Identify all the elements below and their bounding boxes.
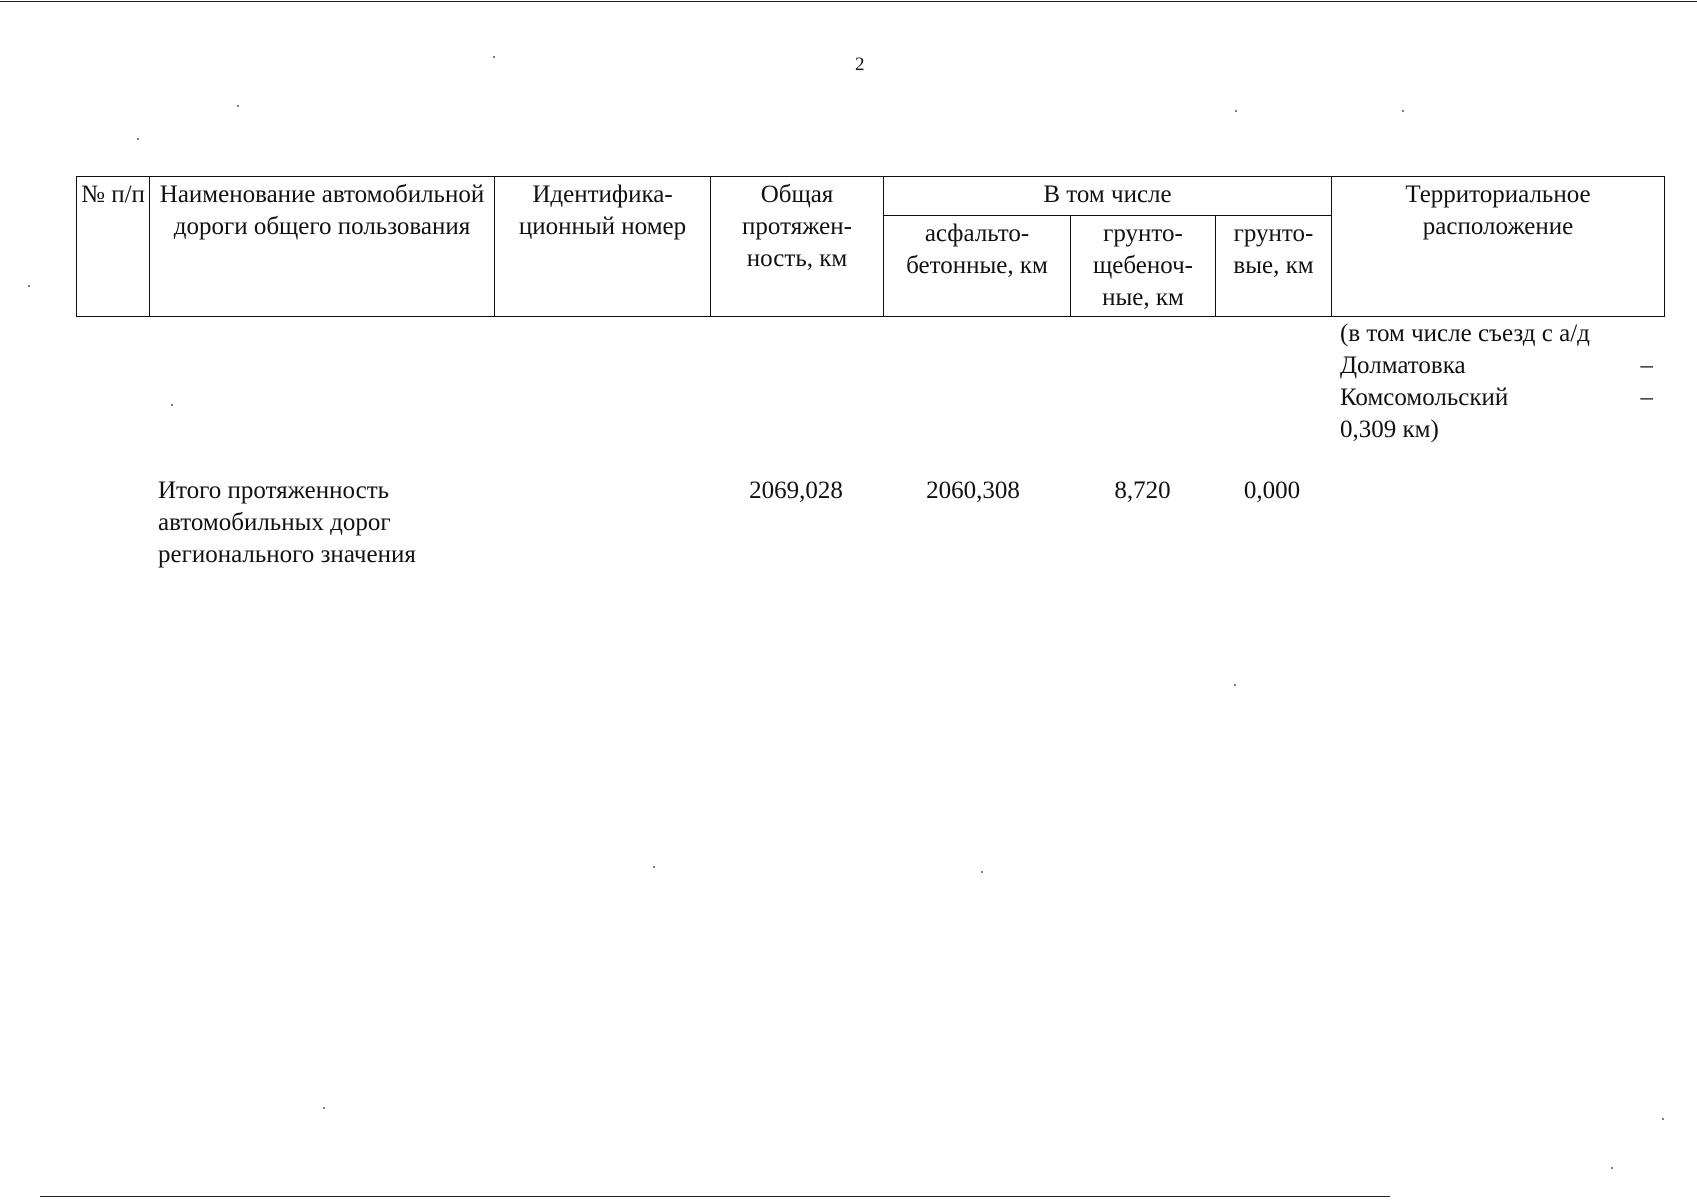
total-asphalt-value: 2060,308 xyxy=(926,477,1020,504)
territory-note-line xyxy=(1340,414,1653,446)
page-top-edge-line xyxy=(0,1,1697,2)
header-dirt: грунто-вые, км xyxy=(1216,216,1332,317)
scan-speck xyxy=(237,105,239,107)
total-dirt-value: 0,000 xyxy=(1243,477,1301,504)
scan-speck xyxy=(1235,110,1237,112)
roads-table-header xyxy=(76,176,1665,317)
scan-speck xyxy=(323,1107,325,1109)
territory-note-dash: – xyxy=(1640,384,1653,411)
scan-speck xyxy=(493,56,495,58)
header-number: № п/п xyxy=(77,177,150,317)
header-asphalt: асфальто-бетонные, км xyxy=(884,216,1071,317)
territory-note xyxy=(1340,318,1653,446)
territory-note-text: 0,309 км) xyxy=(1340,416,1439,443)
header-including-group: В том числе xyxy=(884,177,1332,216)
territory-note-text: Долматовка xyxy=(1340,352,1466,379)
scan-speck xyxy=(1402,110,1404,112)
total-gravel-value: 8,720 xyxy=(1114,477,1171,504)
total-length-value: 2069,028 xyxy=(749,477,843,504)
scan-speck xyxy=(171,404,173,406)
scan-speck xyxy=(28,285,30,287)
territory-note-dash: – xyxy=(1640,352,1653,379)
page-bottom-edge-line xyxy=(40,1196,1390,1197)
scan-speck xyxy=(1662,1118,1664,1120)
territory-note-text: Комсомольский xyxy=(1340,384,1509,411)
territory-note-line xyxy=(1340,350,1653,382)
header-road-name: Наименование автомобильной дороги общего пользования xyxy=(150,177,495,317)
total-row-label: Итого протяженность автомобильных дорог регионального значения xyxy=(158,477,416,568)
header-gravel: грунто-щебеноч-ные, км xyxy=(1071,216,1216,317)
page-number: 2 xyxy=(855,54,865,75)
scan-speck xyxy=(653,866,655,868)
scan-speck xyxy=(137,138,139,140)
scan-speck xyxy=(1234,684,1236,686)
scan-speck xyxy=(981,871,983,873)
header-id-number: Идентифика-ционный номер xyxy=(495,177,711,317)
scan-speck xyxy=(1611,1167,1613,1169)
header-territory: Территориальное расположение xyxy=(1332,177,1665,317)
header-total-length: Общая протяжен-ность, км xyxy=(711,177,884,317)
territory-note-line xyxy=(1340,318,1653,350)
territory-note-text: (в том числе съезд с а/д xyxy=(1340,320,1590,347)
territory-note-line xyxy=(1340,382,1653,414)
